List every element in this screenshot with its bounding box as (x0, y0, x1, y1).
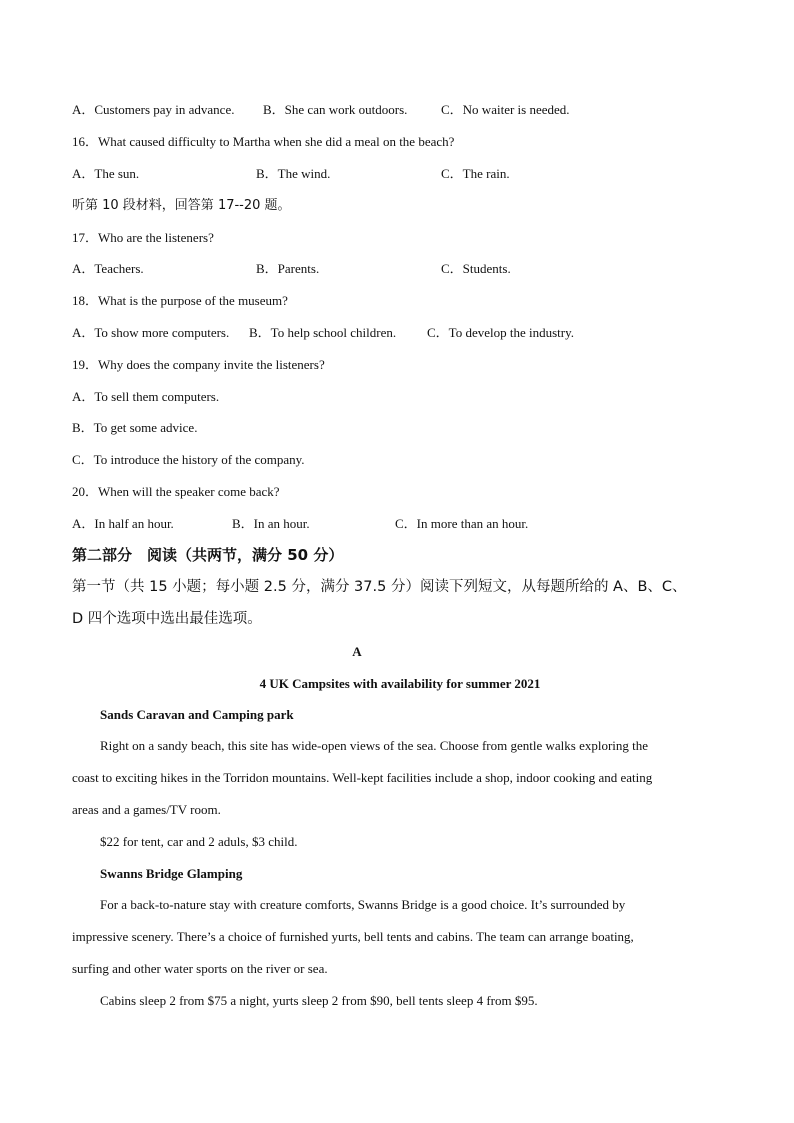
q17-option-a: A．Teachers. (72, 261, 144, 276)
q15-option-a: A．Customers pay in advance. (72, 102, 235, 117)
site2-text-line1: For a back-to-nature stay with creature comforts, Swanns Bridge is a good choice. It’s surrounded by (100, 897, 626, 912)
passage-title: 4 UK Campsites with availability for summer 2021 (259, 676, 541, 691)
q16-option-b: B．The wind. (256, 166, 331, 181)
site2-price: Cabins sleep 2 from $75 a night, yurts sleep 2 from $90, bell tents sleep 4 from $95. (100, 993, 538, 1008)
passage-label: A (352, 644, 362, 659)
site2-text-line2: impressive scenery. There’s a choice of furnished yurts, bell tents and cabins. The team can arrange boating, (72, 929, 634, 944)
site1-text-line3: areas and a games/TV room. (72, 802, 221, 817)
listening-instruction: 听第 10 段材料，回答第 17--20 题。 (72, 198, 291, 213)
q15-option-c: C．No waiter is needed. (441, 102, 570, 117)
q19-question: 19．Why does the company invite the listeners? (72, 357, 325, 372)
q18-option-c: C．To develop the industry. (427, 325, 575, 340)
part2-title: 第二部分 阅读（共两节，满分 50 分） (72, 546, 344, 564)
q20-option-a: A．In half an hour. (72, 516, 174, 531)
site1-name: Sands Caravan and Camping park (100, 707, 294, 722)
q20-option-c: C．In more than an hour. (395, 516, 529, 531)
q17-option-b: B．Parents. (256, 261, 320, 276)
part2-instruction-line1: 第一节（共 15 小题；每小题 2.5 分，满分 37.5 分）阅读下列短文，从每题所给的 A、B、C、 (72, 579, 687, 595)
q19-option-c: C．To introduce the history of the company. (72, 452, 305, 467)
q15-option-b: B．She can work outdoors. (263, 102, 408, 117)
q18-option-b: B．To help school children. (249, 325, 397, 340)
q19-option-b: B．To get some advice. (72, 420, 198, 435)
q18-option-a: A．To show more computers. (72, 325, 230, 340)
q18-question: 18．What is the purpose of the museum? (72, 293, 288, 308)
part2-instruction-line2: D 四个选项中选出最佳选项。 (72, 611, 262, 627)
site2-name: Swanns Bridge Glamping (100, 866, 243, 881)
q20-question: 20．When will the speaker come back? (72, 484, 280, 499)
site1-price: $22 for tent, car and 2 aduls, $3 child. (100, 834, 298, 849)
site1-text-line2: coast to exciting hikes in the Torridon mountains. Well-kept facilities include a shop, indoor cooking and eating (72, 770, 653, 785)
q16-question: 16．What caused difficulty to Martha when she did a meal on the beach? (72, 134, 455, 149)
q16-option-c: C．The rain. (441, 166, 510, 181)
q17-question: 17．Who are the listeners? (72, 230, 214, 245)
q17-option-c: C．Students. (441, 261, 511, 276)
site2-text-line3: surfing and other water sports on the river or sea. (72, 961, 328, 976)
q19-option-a: A．To sell them computers. (72, 389, 220, 404)
q20-option-b: B．In an hour. (232, 516, 310, 531)
site1-text-line1: Right on a sandy beach, this site has wide-open views of the sea. Choose from gentle walks exploring the (100, 738, 649, 753)
q16-option-a: A．The sun. (72, 166, 140, 181)
